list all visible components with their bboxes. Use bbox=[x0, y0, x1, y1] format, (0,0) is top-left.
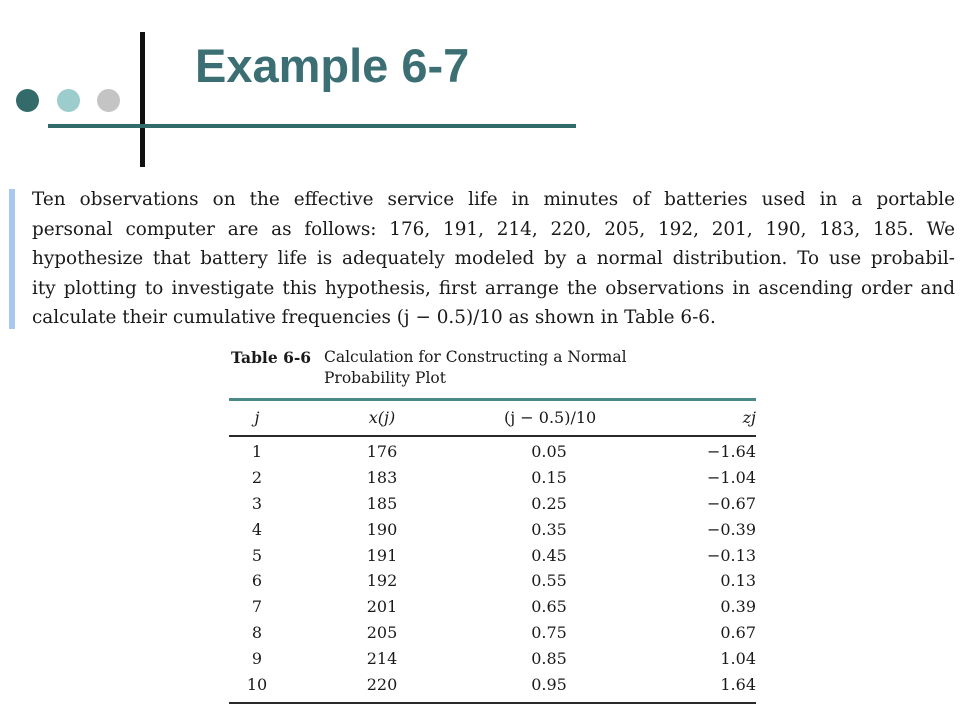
table-row bbox=[229, 491, 756, 517]
cell-j: 9 bbox=[251, 649, 263, 669]
cell-z: 1.64 bbox=[720, 675, 756, 695]
cell-x: 192 bbox=[366, 571, 398, 591]
paragraph-line: Ten observations on the effective service life in minutes of batteries used in a portable bbox=[32, 189, 955, 210]
header-z: zj bbox=[742, 408, 756, 427]
cell-cumulative-frequency: 0.25 bbox=[531, 493, 567, 513]
paragraph-line: ity plotting to investigate this hypothesis, first arrange the observations in ascending order and bbox=[32, 277, 955, 299]
cell-cumulative-frequency: 0.85 bbox=[531, 649, 567, 669]
dark-teal-dot-icon bbox=[16, 89, 39, 112]
cell-j: 2 bbox=[251, 467, 263, 487]
cell-z: −0.13 bbox=[706, 545, 756, 565]
table-row bbox=[229, 646, 756, 672]
cell-z: −0.39 bbox=[706, 519, 756, 539]
table-row bbox=[229, 543, 756, 569]
cell-cumulative-frequency: 0.75 bbox=[531, 623, 567, 643]
table-row bbox=[229, 439, 756, 465]
cell-j: 6 bbox=[251, 571, 263, 591]
cell-cumulative-frequency: 0.05 bbox=[531, 442, 567, 461]
cell-j: 1 bbox=[251, 442, 263, 461]
cell-x: 183 bbox=[366, 467, 398, 487]
table-row bbox=[229, 672, 756, 698]
table-row bbox=[229, 517, 756, 543]
slide-title: Example 6-7 bbox=[195, 39, 470, 92]
paragraph-accent-bar bbox=[9, 189, 15, 329]
cell-j: 3 bbox=[251, 493, 263, 513]
table-row bbox=[229, 594, 756, 620]
cell-z: 0.67 bbox=[720, 623, 756, 643]
light-teal-dot-icon bbox=[57, 89, 80, 112]
cell-z: 0.13 bbox=[720, 571, 756, 591]
cell-j: 4 bbox=[251, 519, 263, 539]
cell-x: 214 bbox=[366, 649, 398, 669]
cell-cumulative-frequency: 0.15 bbox=[531, 467, 567, 487]
cell-cumulative-frequency: 0.65 bbox=[531, 597, 567, 617]
cell-j: 8 bbox=[251, 623, 263, 643]
table-row bbox=[229, 568, 756, 594]
cell-j: 5 bbox=[251, 545, 263, 565]
header-cumulative-frequency: (j − 0.5)/10 bbox=[504, 408, 597, 427]
cell-x: 185 bbox=[366, 493, 398, 513]
probability-plot-table bbox=[229, 398, 756, 704]
header-x: x(j) bbox=[368, 408, 396, 427]
table-row bbox=[229, 620, 756, 646]
cell-z: −0.67 bbox=[706, 493, 756, 513]
cell-z: −1.04 bbox=[706, 467, 756, 487]
paragraph-line: personal computer are as follows: 176, 191, 214, 220, 205, 192, 201, 190, 183, 185. We bbox=[32, 218, 955, 240]
cell-x: 220 bbox=[366, 675, 398, 695]
cell-z: 1.04 bbox=[720, 649, 756, 669]
cell-cumulative-frequency: 0.55 bbox=[531, 571, 567, 591]
cell-cumulative-frequency: 0.35 bbox=[531, 519, 567, 539]
table-label: Table 6-6 bbox=[231, 348, 312, 367]
paragraph-line: calculate their cumulative frequencies (j − 0.5)/10 as shown in Table 6-6. bbox=[32, 307, 716, 328]
cell-cumulative-frequency: 0.95 bbox=[531, 675, 567, 695]
cell-z: −1.64 bbox=[706, 442, 756, 461]
table-caption-text: Calculation for Constructing a Normal Probability Plot bbox=[324, 348, 627, 387]
cell-x: 205 bbox=[366, 623, 398, 643]
table-row bbox=[229, 465, 756, 491]
title-vertical-rule bbox=[140, 32, 145, 167]
cell-cumulative-frequency: 0.45 bbox=[531, 545, 567, 565]
cell-x: 176 bbox=[366, 442, 398, 461]
cell-x: 191 bbox=[366, 545, 398, 565]
cell-x: 190 bbox=[366, 519, 398, 539]
table-header-row bbox=[229, 398, 756, 437]
cell-z: 0.39 bbox=[720, 597, 756, 617]
paragraph-line: hypothesize that battery life is adequately modeled by a normal distribution. To use probabil- bbox=[32, 248, 955, 269]
gray-dot-icon bbox=[97, 89, 120, 112]
problem-statement bbox=[32, 185, 955, 333]
cell-x: 201 bbox=[366, 597, 398, 617]
title-horizontal-rule bbox=[48, 124, 576, 128]
header-j: j bbox=[254, 408, 260, 427]
cell-j: 10 bbox=[246, 675, 268, 695]
table-body bbox=[229, 437, 756, 704]
cell-j: 7 bbox=[251, 597, 263, 617]
